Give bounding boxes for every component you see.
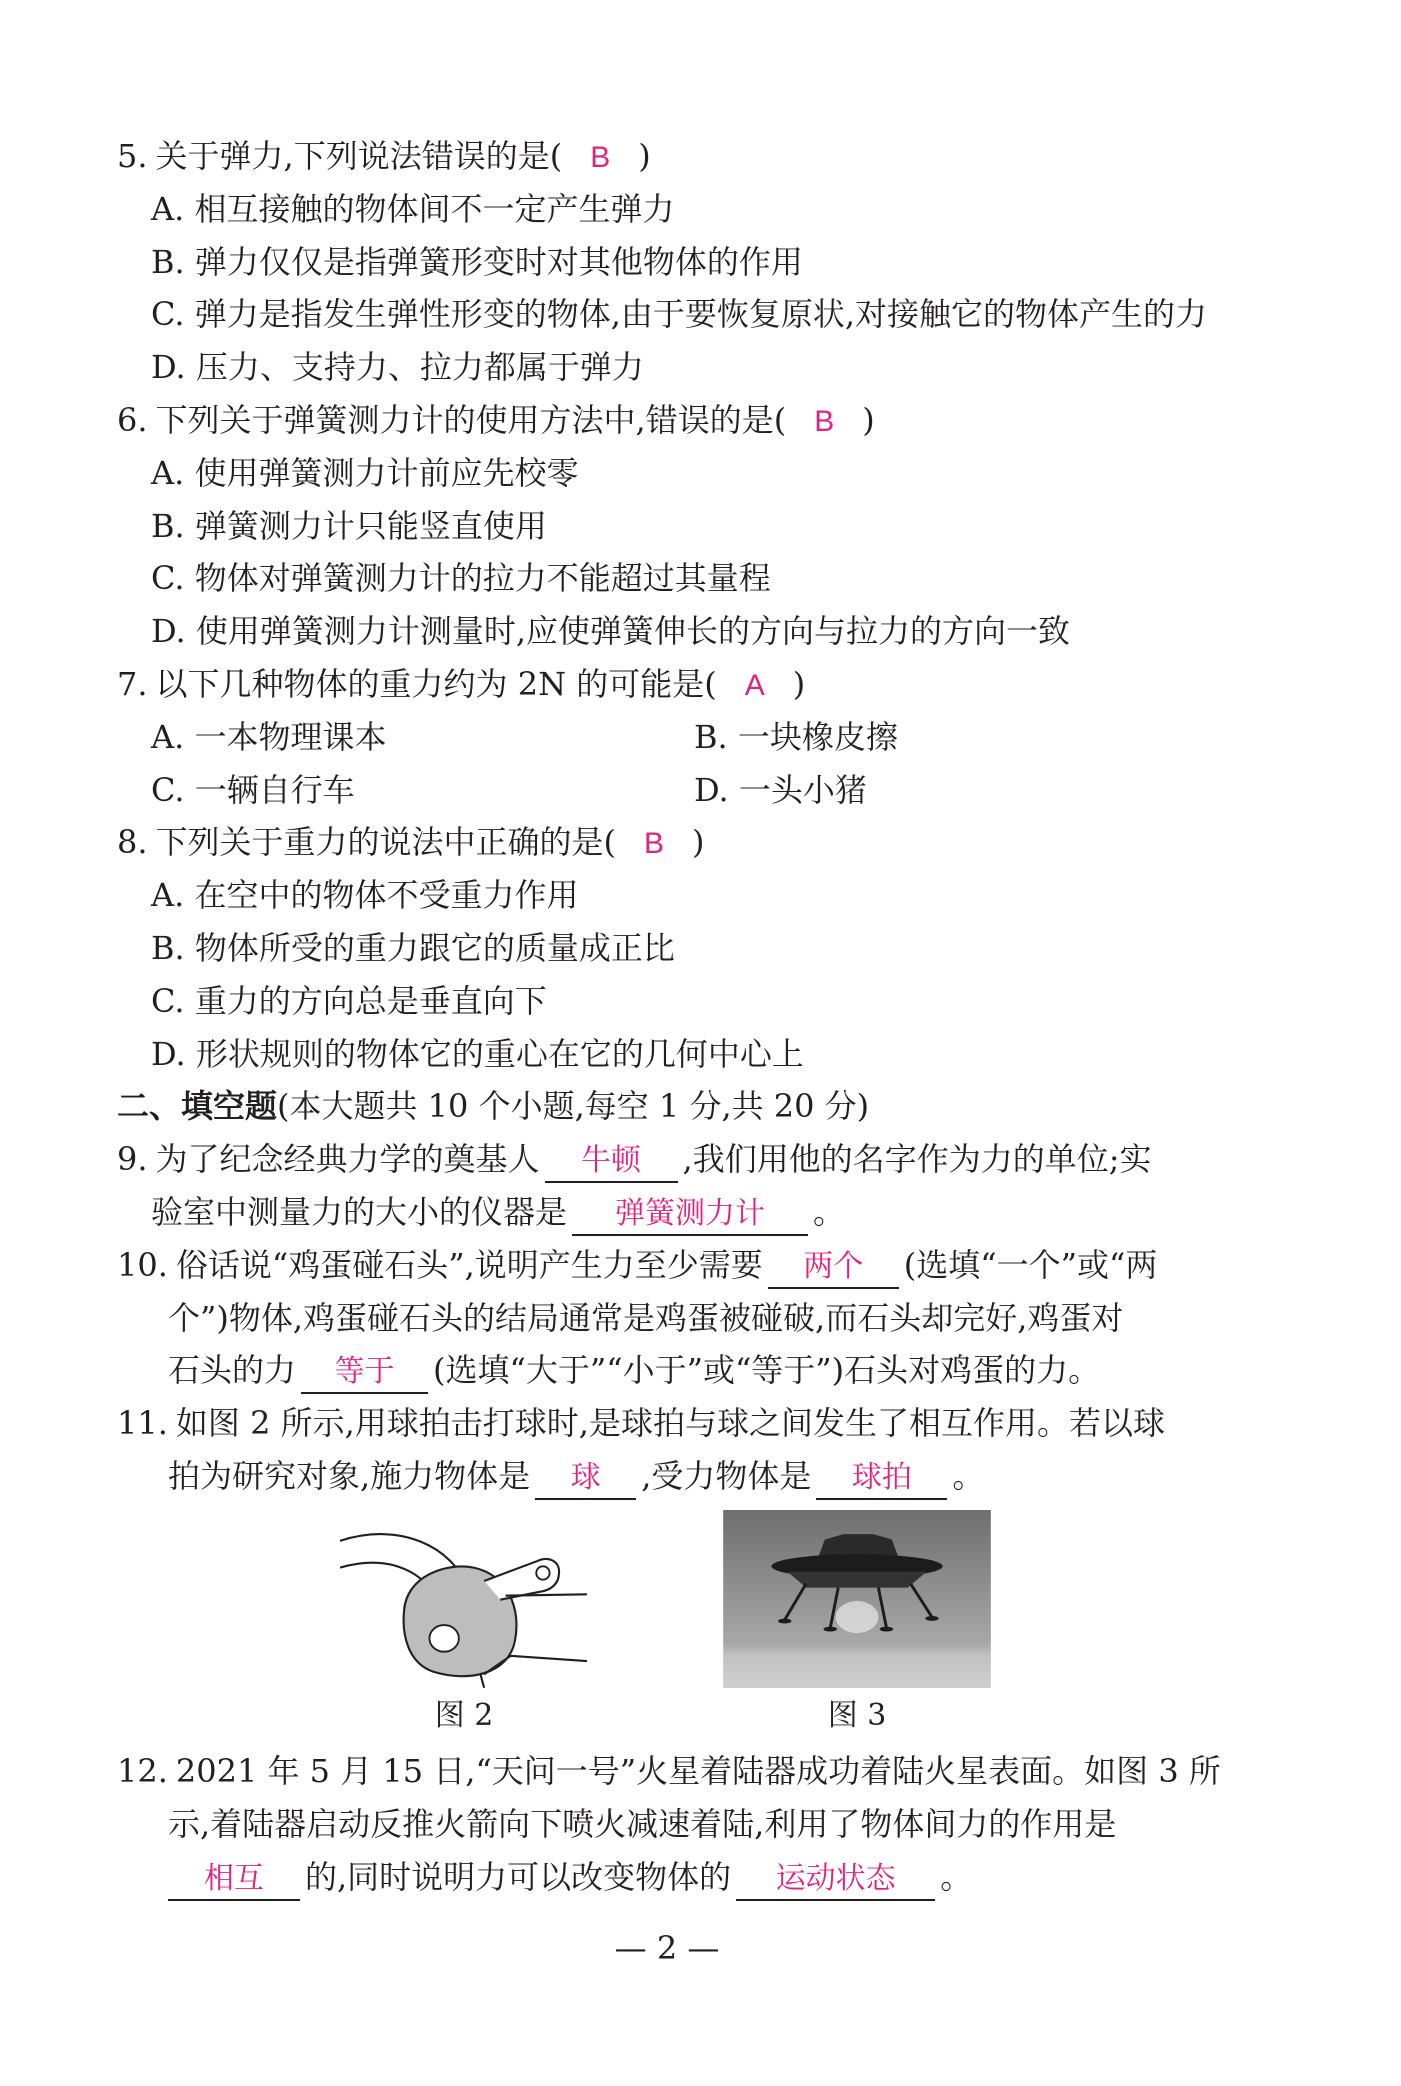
question-text: 俗话说“鸡蛋碰石头”,说明产生力至少需要 [175, 1245, 763, 1284]
question-stem: 下列关于重力的说法中正确的是( [155, 823, 617, 862]
option-row [0, 764, 1401, 817]
section-heading [0, 1080, 1401, 1133]
answer-blank: 牛顿 [545, 1141, 678, 1183]
question-text: 如图 2 所示,用球拍击打球时,是球拍与球之间发生了相互作用。若以球 [175, 1404, 1165, 1443]
question-number: 10. [117, 1245, 168, 1284]
question-7 [0, 658, 1401, 711]
option-b: B. 一块橡皮擦 [694, 717, 898, 756]
question-text: 个”)物体,鸡蛋碰石头的结局通常是鸡蛋被碰破,而石头却完好,鸡蛋对 [168, 1298, 1124, 1337]
option-c: C. 弹力是指发生弹性形变的物体,由于要恢复原状,对接触它的物体产生的力 [151, 295, 1208, 334]
question-text: 。 [813, 1192, 846, 1231]
option-a: A. 使用弹簧测力计前应先校零 [151, 453, 579, 492]
question-stem: 关于弹力,下列说法错误的是( [155, 137, 563, 175]
section-title: 二、填空题 [117, 1087, 278, 1126]
question-stem: 下列关于弹簧测力计的使用方法中,错误的是( [155, 400, 787, 439]
option-c: C. 一辆自行车 [151, 770, 355, 809]
answer-choice: B [590, 141, 611, 174]
question-text: (选填“大于”“小于”或“等于”)石头对鸡蛋的力。 [433, 1351, 1101, 1390]
questions-block-upper [0, 130, 1401, 1503]
option-a: A. 在空中的物体不受重力作用 [151, 876, 579, 915]
answer-blank: 两个 [768, 1247, 899, 1289]
answer-blank: 球 [535, 1458, 636, 1500]
question-9-line-1 [0, 1133, 1401, 1186]
option-d: D. 压力、支持力、拉力都属于弹力 [151, 348, 644, 387]
question-text: 。 [952, 1456, 985, 1495]
answer-choice: B [644, 827, 665, 861]
question-12-line-3 [0, 1851, 1401, 1904]
question-text: 石头的力 [168, 1351, 297, 1390]
question-10-line-3 [0, 1344, 1401, 1397]
close-paren: ) [692, 823, 705, 862]
racket-hitting-ball-drawing [340, 1514, 587, 1688]
answer-choice: A [744, 668, 765, 702]
mars-lander-photo [723, 1510, 991, 1688]
option-d: D. 形状规则的物体它的重心在它的几何中心上 [151, 1034, 804, 1073]
option-b: B. 物体所受的重力跟它的质量成正比 [151, 928, 675, 967]
question-text: ,受力物体是 [641, 1456, 812, 1495]
question-9-line-2 [0, 1186, 1401, 1239]
question-number: 11. [117, 1404, 168, 1443]
page-number: — 2 — [614, 1929, 720, 1967]
answer-choice: B [814, 404, 835, 438]
figure-3-caption: 图 3 [827, 1698, 887, 1733]
close-paren: ) [862, 400, 875, 439]
question-number: 9. [117, 1140, 148, 1179]
question-number: 5. [117, 137, 148, 175]
question-text: 的,同时说明力可以改变物体的 [305, 1857, 732, 1896]
question-6 [0, 394, 1401, 447]
questions-block-lower [0, 1745, 1401, 1903]
section-note: (本大题共 10 个小题,每空 1 分,共 20 分) [277, 1087, 870, 1126]
question-text: ,我们用他的名字作为力的单位;实 [682, 1140, 1152, 1179]
option-a: A. 一本物理课本 [151, 717, 387, 756]
figure-2-caption: 图 2 [434, 1698, 494, 1733]
question-number: 12. [117, 1752, 168, 1790]
question-text: 。 [940, 1857, 973, 1896]
close-paren: ) [792, 664, 806, 703]
question-text: 验室中测量力的大小的仪器是 [151, 1192, 568, 1231]
question-number: 8. [117, 823, 148, 862]
option-d: D. 一头小猪 [694, 770, 867, 809]
question-number: 7. [117, 664, 148, 703]
option-d: D. 使用弹簧测力计测量时,应使弹簧伸长的方向与拉力的方向一致 [151, 612, 1071, 651]
question-number: 6. [117, 400, 148, 439]
option-c: C. 重力的方向总是垂直向下 [151, 981, 547, 1020]
option-b: B. 弹力仅仅是指弹簧形变时对其他物体的作用 [151, 242, 803, 281]
option-row [0, 711, 1401, 764]
answer-blank: 球拍 [816, 1458, 947, 1500]
question-10-line-1 [0, 1239, 1401, 1292]
question-12-line-2 [0, 1798, 1401, 1851]
answer-blank: 等于 [301, 1352, 428, 1394]
question-text: (选填“一个”或“两 [903, 1245, 1158, 1284]
question-5 [0, 130, 1401, 183]
question-11-line-2 [0, 1450, 1401, 1503]
close-paren: ) [638, 137, 651, 175]
option-b: B. 弹簧测力计只能竖直使用 [151, 506, 547, 545]
question-text: 拍为研究对象,施力物体是 [168, 1456, 531, 1495]
question-text: 2021 年 5 月 15 日,“天问一号”火星着陆器成功着陆火星表面。如图 3 所 [175, 1752, 1221, 1790]
option-a: A. 相互接触的物体间不一定产生弹力 [151, 189, 675, 228]
question-10-line-2 [0, 1292, 1401, 1345]
question-8 [0, 816, 1401, 869]
question-stem: 以下几种物体的重力约为 2N 的可能是( [155, 664, 717, 703]
answer-blank: 运动状态 [736, 1859, 935, 1901]
question-text: 示,着陆器启动反推火箭向下喷火减速着陆,利用了物体间力的作用是 [168, 1804, 1117, 1843]
question-text: 为了纪念经典力学的奠基人 [155, 1140, 540, 1179]
question-12-line-1 [0, 1745, 1401, 1798]
question-11-line-1 [0, 1397, 1401, 1450]
option-c: C. 物体对弹簧测力计的拉力不能超过其量程 [151, 559, 771, 598]
answer-blank: 弹簧测力计 [572, 1194, 808, 1236]
answer-blank: 相互 [168, 1859, 300, 1901]
